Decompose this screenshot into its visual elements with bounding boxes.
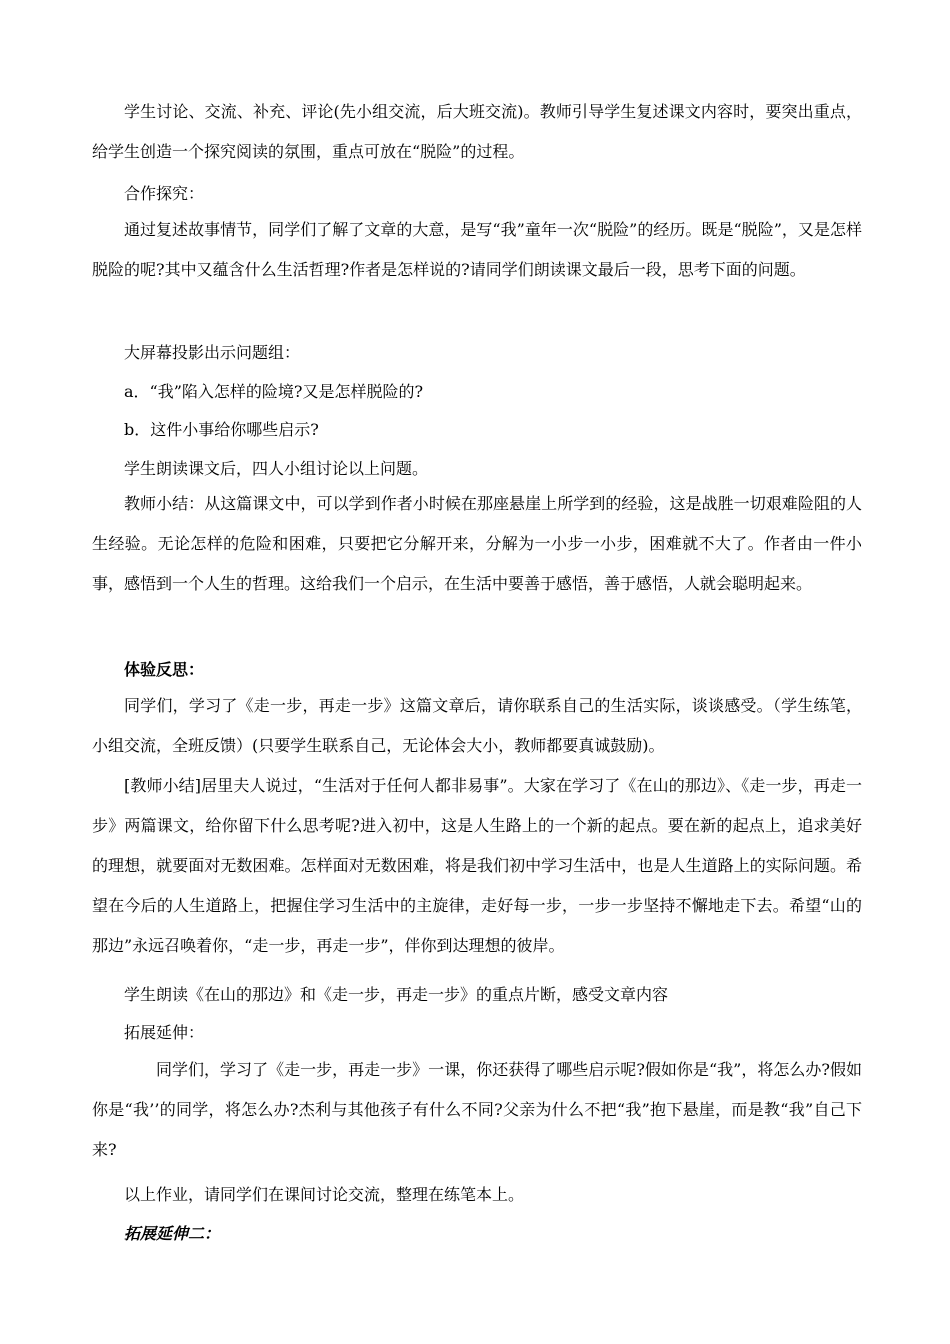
heading-cooperative-inquiry: 合作探究： [124, 184, 205, 203]
heading-extension: 拓展延伸： [124, 1023, 205, 1042]
paragraph-curie-summary: [教师小结]居里夫人说过，“生活对于任何人都非易事”。大家在学习了《在山的那边》、《走一步，再走一步》两篇课文，给你留下什么思考呢?进入初中，这是人生路上的一个新的起点。要在新的起点上，追求美好的理想，就要面对无数困难。怎样面对无数困难，将是我们初中学习生活中，也是人生道路上的实际问题。希望在今后的人生道路上，把握住学习生活中的主旋律，走好每一步，一步一步坚持不懈地走下去。希望“山的那边”永远召唤着你，“走一步，再走一步”，伴你到达理想的彼岸。 [92, 776, 862, 955]
paragraph-group-discussion: 学生朗读课文后，四人小组讨论以上问题。 [124, 459, 429, 478]
paragraph-teacher-summary: 教师小结：从这篇课文中，可以学到作者小时候在那座悬崖上所学到的经验，这是战胜一切艰难险阻的人生经验。无论怎样的危险和困难，只要把它分解开来，分解为一小步一小步，困难就不大了。作者由一件小事，感悟到一个人生的哲理。这给我们一个启示，在生活中要善于感悟，善于感悟，人就会聪明起来。 [92, 494, 862, 593]
paragraph-reflection: 同学们，学习了《走一步，再走一步》这篇文章后，请你联系自己的生活实际，谈谈感受。（学生练笔，小组交流，全班反馈）(只要学生联系自己，无论体会大小，教师都要真诚鼓励)。 [92, 696, 862, 755]
paragraph-story-retell: 通过复述故事情节，同学们了解了文章的大意，是写“我”童年一次“脱险”的经历。既是“脱险”，又是怎样脱险的呢?其中又蕴含什么生活哲理?作者是怎样说的?请同学们朗读课文最后一段，思考下面的问题。 [92, 220, 862, 279]
paragraph-reading-excerpts: 学生朗读《在山的那边》和《走一步，再走一步》的重点片断，感受文章内容 [124, 985, 669, 1004]
heading-experience-reflection: 体验反思： [124, 660, 205, 679]
question-a: a．“我”陷入怎样的险境?又是怎样脱险的? [124, 382, 424, 401]
paragraph-homework: 以上作业，请同学们在课间讨论交流，整理在练笔本上。 [124, 1185, 525, 1204]
question-b: b．这件小事给你哪些启示? [124, 420, 319, 439]
paragraph-discussion: 学生讨论、交流、补充、评论(先小组交流，后大班交流)。教师引导学生复述课文内容时，要突出重点，给学生创造一个探究阅读的氛围，重点可放在“脱险”的过程。 [92, 102, 862, 161]
paragraph-extension-questions: 同学们，学习了《走一步，再走一步》一课，你还获得了哪些启示呢?假如你是“我”，将怎么办?假如你是“我’’的同学，将怎么办?杰利与其他孩子有什么不同?父亲为什么不把“我”抱下悬崖，而是教“我”自己下来? [92, 1060, 862, 1159]
heading-extension-two: 拓展延伸二： [124, 1224, 221, 1243]
heading-projection-questions: 大屏幕投影出示问题组： [124, 343, 301, 362]
